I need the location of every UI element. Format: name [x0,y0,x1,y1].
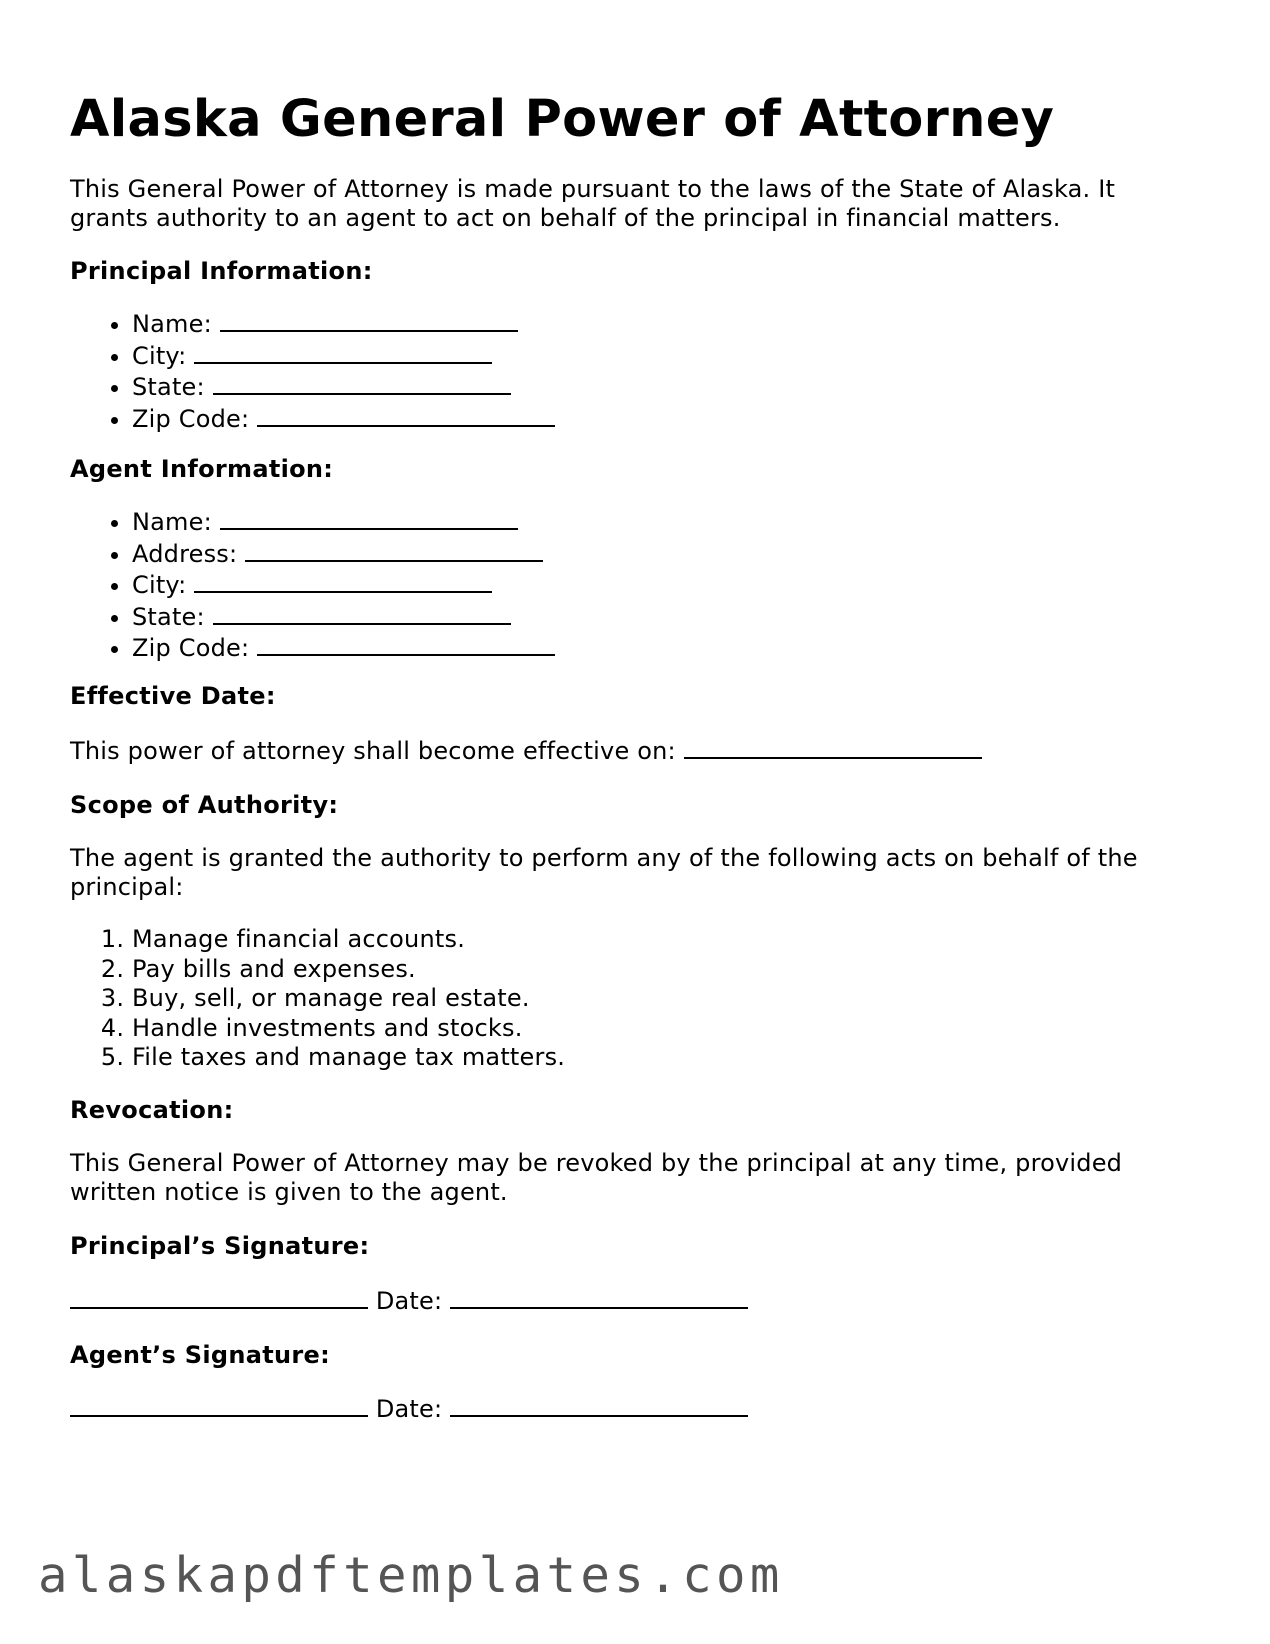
agent-city-field [132,569,555,601]
principal-heading: Principal Information: [70,257,373,285]
field-label: State: [132,373,205,402]
date-blank-line[interactable] [450,1393,748,1417]
field-label: City: [132,341,187,370]
principal-signature-line [70,1285,748,1316]
state-blank-line[interactable] [213,371,511,395]
date-label: Date: [375,1395,443,1423]
signature-blank-line[interactable] [70,1393,368,1417]
principal-signature-heading: Principal’s Signature: [70,1232,370,1260]
field-label: Address: [132,539,238,568]
city-blank-line[interactable] [194,569,492,593]
scope-act-item: 2. Pay bills and expenses. [132,955,565,985]
revocation-heading: Revocation: [70,1096,234,1124]
field-label: Name: [132,310,212,338]
revocation-text-line-1: This General Power of Attorney may be revoked by the principal at any time, provided [70,1149,1123,1177]
agent-signature-heading: Agent’s Signature: [70,1341,330,1369]
agent-state-field [132,601,555,633]
scope-act-item: 5. File taxes and manage tax matters. [132,1043,565,1073]
name-blank-line[interactable] [220,506,518,530]
principal-state-field [132,371,555,403]
intro-line-2: grants authority to an agent to act on behalf of the principal in financial matters. [70,204,1061,232]
agent-address-field [132,538,555,570]
agent-name-field [132,506,555,538]
address-blank-line[interactable] [245,538,543,562]
principal-zip-field [132,403,555,435]
field-label: Zip Code: [132,634,250,663]
zip-blank-line[interactable] [257,632,555,656]
watermark-text: alaskapdftemplates.com [38,1547,784,1604]
scope-text-line-1: The agent is granted the authority to perform any of the following acts on behalf of the [70,844,1138,872]
field-label: State: [132,602,205,631]
signature-blank-line[interactable] [70,1285,368,1309]
scope-text-line-2: principal: [70,873,184,901]
effective-date-line [70,735,982,766]
effective-date-heading: Effective Date: [70,682,276,710]
effective-date-blank-line[interactable] [684,735,982,759]
principal-city-field [132,340,555,372]
document-title: Alaska General Power of Attorney [70,90,1055,149]
zip-blank-line[interactable] [257,403,555,427]
agent-heading: Agent Information: [70,455,334,483]
state-blank-line[interactable] [213,601,511,625]
principal-name-field [132,308,555,340]
field-label: Name: [132,508,212,536]
effective-date-text: This power of attorney shall become effective on: [70,737,676,765]
name-blank-line[interactable] [220,308,518,332]
intro-line-1: This General Power of Attorney is made pursuant to the laws of the State of Alaska. It [70,175,1116,203]
scope-acts-list [70,925,565,1073]
scope-act-item: 3. Buy, sell, or manage real estate. [132,984,565,1014]
scope-act-item: 4. Handle investments and stocks. [132,1014,565,1044]
agent-fields-list [70,506,555,664]
field-label: City: [132,571,187,600]
agent-zip-field [132,632,555,664]
scope-heading: Scope of Authority: [70,791,339,819]
city-blank-line[interactable] [194,340,492,364]
revocation-text-line-2: written notice is given to the agent. [70,1178,508,1206]
agent-signature-line [70,1393,748,1424]
principal-fields-list [70,308,555,434]
date-blank-line[interactable] [450,1285,748,1309]
scope-act-item: 1. Manage financial accounts. [132,925,565,955]
field-label: Zip Code: [132,404,250,433]
date-label: Date: [375,1287,443,1315]
